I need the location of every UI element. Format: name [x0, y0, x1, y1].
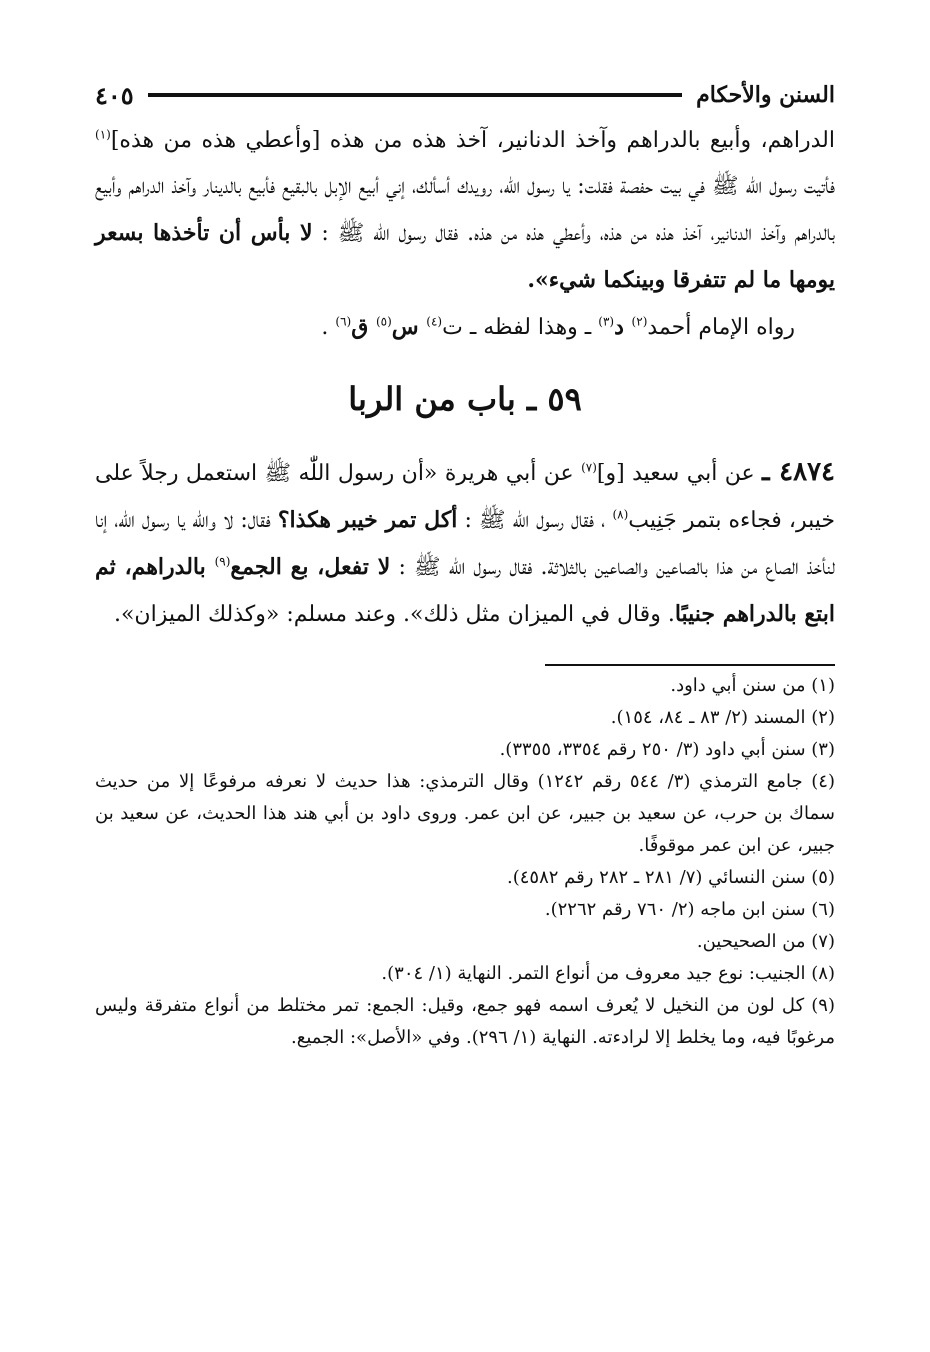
footnote-separator — [545, 664, 835, 666]
bold-text: لا تفعل، بع الجمع — [230, 554, 391, 580]
text-run: الدراهم، وأبيع بالدراهم وآخذ الدنانير، آخذ هذه من هذه [وأعطي هذه من هذه] — [110, 128, 835, 153]
footnote-ref: (١) — [95, 127, 111, 142]
footnote-item: (٢) المسند (٢/ ٨٣ ـ ٨٤، ١٥٤). — [610, 707, 835, 728]
book-title: السنن والأحكام — [696, 82, 835, 108]
footnote-item: (٨) الجنيب: نوع جيد معروف من أنواع التمر. النهاية (١/ ٣٠٤). — [381, 963, 835, 984]
text-run: . وقال في الميزان مثل ذلك». وعند مسلم: «وكذلك الميزان». — [113, 602, 675, 627]
footnote-ref: (٣) — [598, 314, 615, 329]
source-abbrev: ق — [351, 314, 376, 340]
bold-text: بالدراهم، ثم ابتع بالدراهم جنيبًا — [95, 554, 835, 627]
bold-text: لا بأس أن تأخذها بسعر يومها ما لم تتفرقا وبينكما شيء». — [95, 220, 835, 293]
footnote-item: (٥) سنن النسائي (٧/ ٢٨١ ـ ٢٨٢ رقم ٤٥٨٢). — [507, 867, 835, 888]
text-run: . — [321, 315, 336, 340]
hadith-number: ٤٨٧٤ ـ — [762, 457, 836, 487]
text-run: عن أبي هريرة «أن رسول اللّٰه ﷺ استعمل رجلاً على خيبر، فجاءه بتمر جَنِيب — [95, 461, 835, 533]
footnotes — [95, 670, 835, 1054]
chapter-title: ٥٩ ـ باب من الربا — [348, 380, 582, 418]
footnote-item: (٩) كل لون من النخيل لا يُعرف اسمه فهو جمع، وقيل: الجمع: تمر مختلط من أنواع متفرقة وليس مرغوبًا فيه، وما يخلط إلا لرادءته. النهاية (١/ ٢٩٦). وفي «الأصل»: الجميع. — [95, 995, 835, 1048]
source-abbrev: د — [614, 314, 632, 340]
footnote-ref: (٨) — [612, 507, 629, 522]
text-run: ـ وهذا لفظه ـ ت — [442, 315, 599, 340]
main-text — [95, 118, 835, 638]
book-page — [95, 78, 835, 1054]
footnote-item: (٧) من الصحيحين. — [696, 931, 835, 952]
narration-line — [95, 304, 835, 351]
footnote-item: (٣) سنن أبي داود (٣/ ٢٥٠ رقم ٣٣٥٤، ٣٣٥٥). — [499, 739, 835, 760]
text-run: عن أبي سعيد [و] — [596, 461, 763, 486]
text-run: ، فقال رسول اللّٰه ﷺ : — [457, 508, 613, 533]
footnote-ref: (٧) — [581, 460, 597, 475]
footnote-item: (٤) جامع الترمذي (٣/ ٥٤٤ رقم ١٢٤٢) وقال الترمذي: هذا حديث لا نعرفه مرفوعًا إلا من حديث سماك بن حرب، عن سعيد بن جبير، عن ابن عمر. وروى داود بن أبي هند هذا الحديث، عن سعيد بن جبير، عن ابن عمر موقوفًا. — [95, 771, 835, 856]
footnote-item: (١) من سنن أبي داود. — [670, 675, 835, 696]
paragraph-hadith-4874 — [95, 449, 835, 638]
text-run: رواه الإمام أحمد — [647, 315, 795, 340]
footnote-ref: (٦) — [335, 314, 352, 329]
footnote-ref: (٤) — [426, 314, 443, 329]
page-number: ٤٠٥ — [95, 80, 134, 110]
footnote-ref: (٩) — [214, 554, 231, 569]
footnote-item: (٦) سنن ابن ماجه (٢/ ٧٦٠ رقم ٢٢٦٢). — [544, 899, 835, 920]
text-run: فأتيت رسول اللّٰه ﷺ في بيت حفصة فقلت: يا رسول اللّٰه، رويدك أسألك، إني أبيع الإبل بالبقيع فأبيع بالدينار وآخذ الدراهم وأبيع بالدراهم وآخذ الدنانير، آخذ هذه من هذه، وأعطي هذه من هذه. فقال رسول اللّٰه ﷺ : — [95, 174, 835, 246]
text-run: فقال: لا واللّٰه يا رسول اللّٰه، إنا لنأخذ الصاع من هذا بالصاعين والصاعين بالثلاثة. فقال رسول اللّٰه ﷺ : — [95, 508, 835, 580]
footnote-ref: (٥) — [375, 314, 392, 329]
paragraph-hadith-continued — [95, 118, 835, 304]
running-header — [95, 78, 835, 112]
footnote-ref: (٢) — [631, 314, 648, 329]
bold-text: أكل تمر خيبر هكذا؟ — [277, 507, 458, 533]
source-abbrev: س — [391, 314, 427, 340]
header-rule — [148, 93, 682, 97]
